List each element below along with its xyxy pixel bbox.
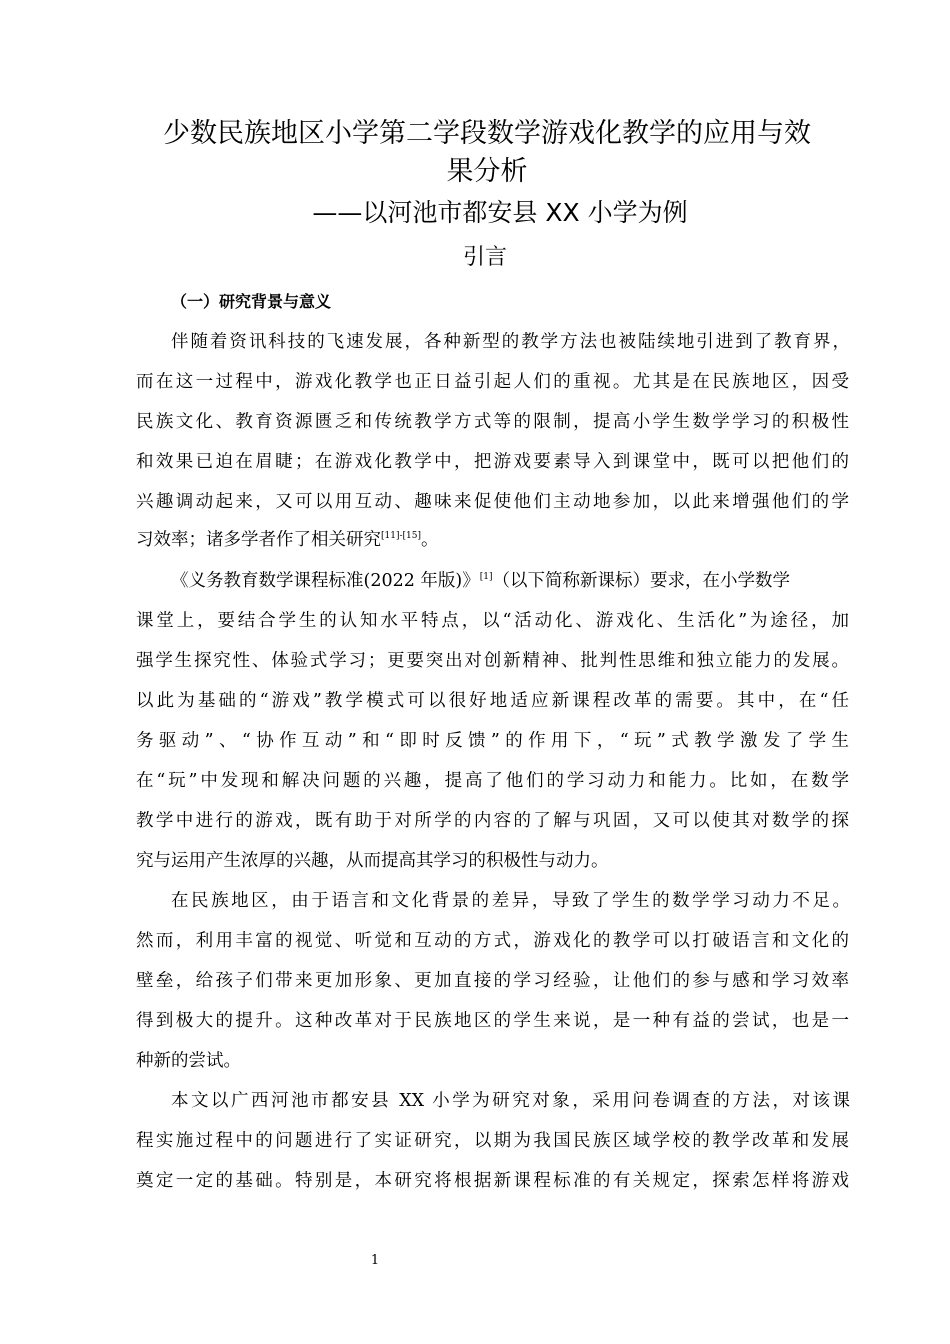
paragraph-2-line-4: 以此为基础的“游戏”教学模式可以很好地适应新课程改革的需要。其中，在“任: [136, 691, 849, 711]
paragraph-2-line-7: 教学中进行的游戏，既有助于对所学的内容的了解与巩固，又可以使其对数学的探: [136, 811, 849, 831]
paragraph-4-line-1: 本文以广西河池市都安县 XX 小学为研究对象，采用问卷调查的方法，对该课: [171, 1091, 850, 1111]
paragraph-1-line-3: 民族文化、教育资源匮乏和传统教学方式等的限制，提高小学生数学学习的积极性: [136, 412, 849, 432]
paragraph-4-line-3: 奠定一定的基础。特别是，本研究将根据新课程标准的有关规定，探索怎样将游戏: [136, 1171, 849, 1191]
paragraph-2-line-1-start: 《义务教育数学课程标准(2022 年版)》: [171, 571, 480, 591]
section-heading: （一）研究背景与意义: [171, 292, 332, 311]
paragraph-1-line-5: 兴趣调动起来，又可以用互动、趣味来促使他们主动地参加，以此来增强他们的学: [136, 492, 849, 512]
document-title-line-1: 少数民族地区小学第二学段数学游戏化教学的应用与效: [163, 118, 811, 149]
citation-1: [1]: [479, 572, 493, 583]
paragraph-2-line-6: 在“玩”中发现和解决问题的兴趣，提高了他们的学习动力和能力。比如，在数学: [136, 771, 849, 791]
paragraph-1-line-2: 而在这一过程中，游戏化教学也正日益引起人们的重视。尤其是在民族地区，因受: [136, 372, 849, 392]
paragraph-2-line-2: 课堂上，要结合学生的认知水平特点，以“活动化、游戏化、生活化”为途径，加: [136, 611, 849, 631]
paragraph-3-line-4: 得到极大的提升。这种改革对于民族地区的学生来说，是一种有益的尝试，也是一: [136, 1011, 849, 1031]
paragraph-1-line-6-tail: 。: [421, 530, 439, 550]
paragraph-1-line-1: 伴随着资讯科技的飞速发展，各种新型的教学方法也被陆续地引进到了教育界，: [171, 332, 850, 352]
paragraph-3-line-2: 然而，利用丰富的视觉、听觉和互动的方式，游戏化的教学可以打破语言和文化的: [136, 931, 849, 951]
paragraph-3-line-1: 在民族地区，由于语言和文化背景的差异，导致了学生的数学学习动力不足。: [171, 891, 850, 911]
citation-11-15: [11]-[15]: [381, 531, 421, 542]
paragraph-2-line-1-end: （以下简称新课标）要求，在小学数学: [492, 571, 791, 591]
intro-heading: 引言: [462, 245, 507, 270]
paragraph-2-line-1: [171, 567, 850, 595]
paragraph-1-line-4: 和效果已迫在眉睫；在游戏化教学中，把游戏要素导入到课堂中，既可以把他们的: [136, 452, 849, 472]
document-subtitle: ——以河池市都安县 XX 小学为例: [312, 198, 688, 227]
paragraph-2-line-3: 强学生探究性、体验式学习；更要突出对创新精神、批判性思维和独立能力的发展。: [136, 651, 849, 671]
paragraph-1-line-6-text: 习效率；诸多学者作了相关研究: [136, 530, 381, 550]
paragraph-2-line-8: 究与运用产生浓厚的兴趣，从而提高其学习的积极性与动力。: [136, 851, 609, 871]
document-title-line-2: 果分析: [446, 156, 528, 187]
paragraph-3-line-3: 壁垒，给孩子们带来更加形象、更加直接的学习经验，让他们的参与感和学习效率: [136, 971, 849, 991]
paragraph-2-line-5: 务驱动”、“协作互动”和“即时反馈”的作用下，“玩”式教学激发了学生: [136, 731, 849, 751]
paragraph-4-line-2: 程实施过程中的问题进行了实证研究，以期为我国民族区域学校的教学改革和发展: [136, 1131, 849, 1151]
paragraph-1-line-6: [136, 526, 439, 554]
page-number: 1: [370, 1253, 380, 1268]
paragraph-3-line-5: 种新的尝试。: [136, 1051, 241, 1071]
